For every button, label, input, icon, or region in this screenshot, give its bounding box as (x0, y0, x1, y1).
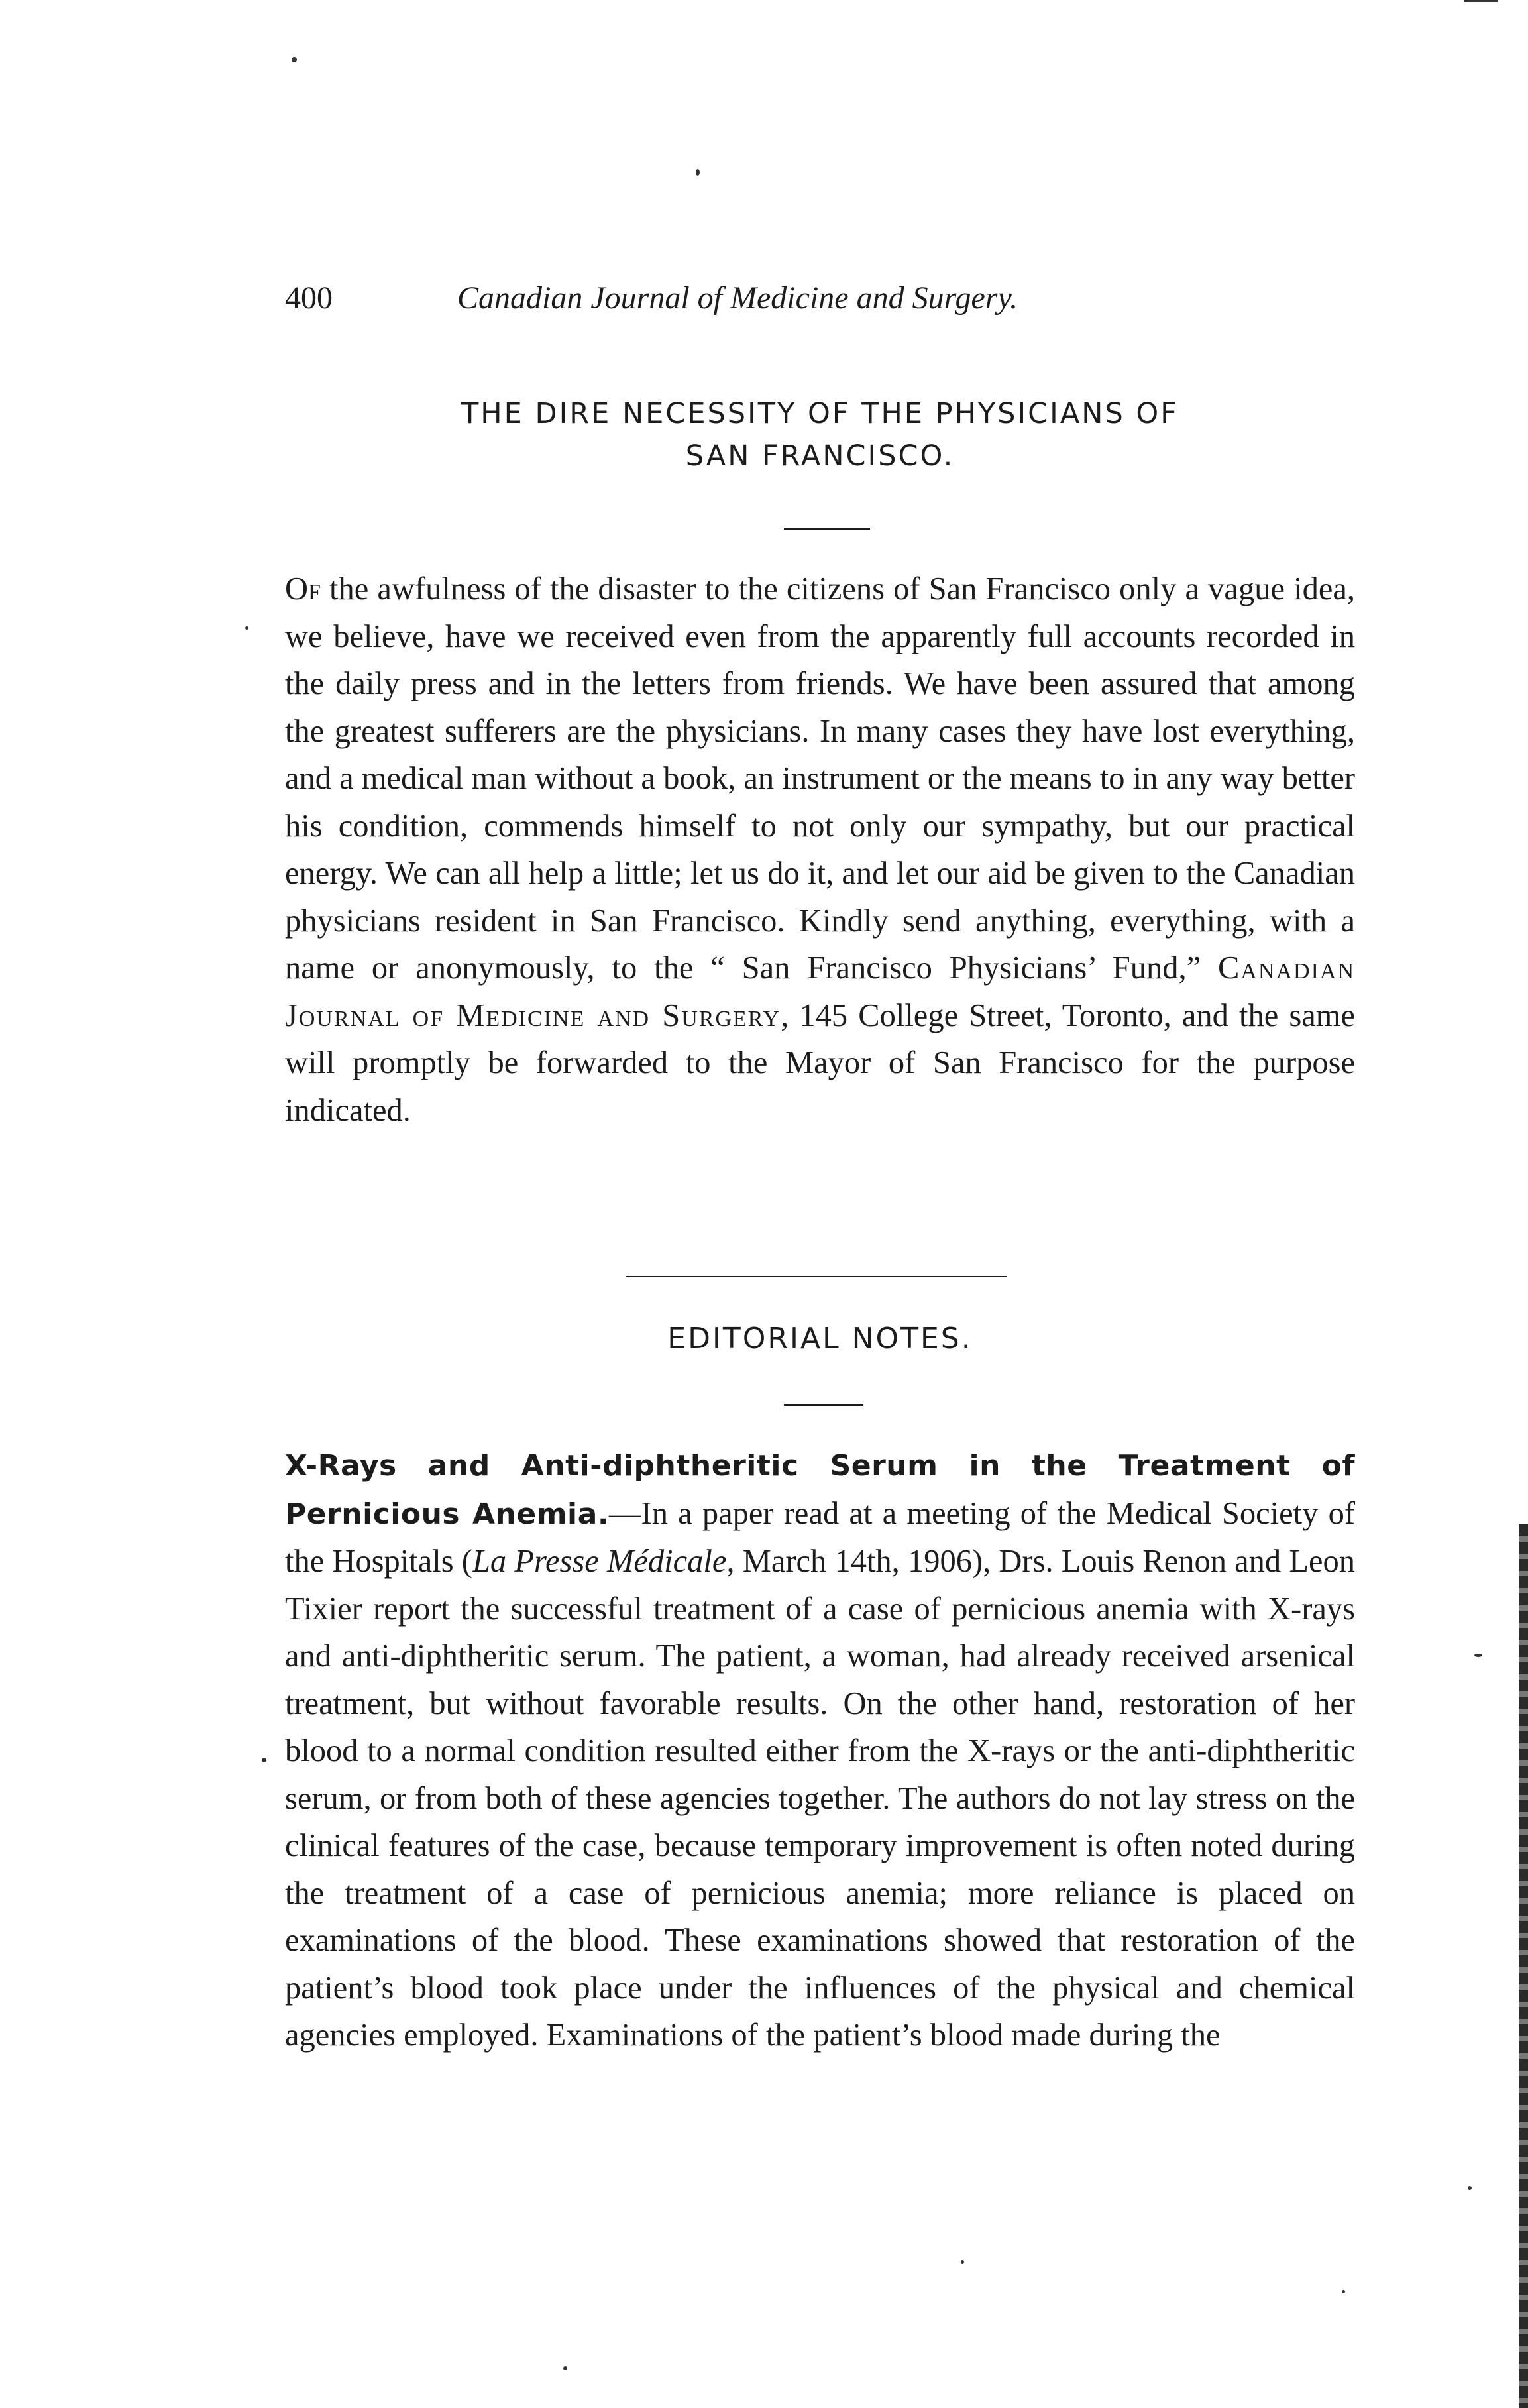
paragraph-lead-word: Of (285, 571, 321, 606)
article-end-rule (626, 1276, 1007, 1277)
title-divider-rule (784, 528, 870, 530)
running-head (285, 272, 1355, 325)
section-heading: EDITORIAL NOTES. (667, 1322, 973, 1355)
editorial-note-title: X-Rays and Anti-diphtheritic Serum in the Treatment of Pernicious Anemia. (285, 1449, 1355, 1531)
paragraph-text-part-2: , 145 College Street, Toronto, and the same will promptly be forwarded to the Mayor of San Francisco for the purpose indicated. (285, 998, 1355, 1128)
scan-speck (1468, 2186, 1472, 2190)
scan-speck (262, 1758, 266, 1762)
editorial-note-dash: — (609, 1495, 641, 1531)
scan-speck (1464, 0, 1498, 2)
editorial-note-text-2: March 14th, 1906), Drs. Louis Renon and Leon Tixier report the successful treatment of a case of pernicious anemia with X-rays and anti-diphtheritic serum. The patient, a woman, had already received arsenical treatment, but without favorable results. On the other hand, restoration of her blood to a normal condition resulted either from the X-rays or the anti-diphtheritic serum, or from both of these agencies together. The authors do not lay stress on the clinical features of the case, because temporary improvement is often noted during the treatment of a case of pernicious anemia; more reliance is placed on examinations of the blood. These examinations showed that restoration of the patient’s blood took place under the influences of the physical and chemical agencies employed. Examinations of the patient’s blood made during the (285, 1544, 1355, 2053)
journal-title: Canadian Journal of Medicine and Surgery. (457, 280, 1018, 315)
article-title-line-2: SAN FRANCISCO. (685, 439, 955, 473)
journal-name-small-caps: Canadian Journal of Medicine and Surgery (285, 950, 1355, 1033)
scan-speck (1342, 2290, 1345, 2293)
scan-speck (292, 57, 297, 62)
article-title-line-1: THE DIRE NECESSITY OF THE PHYSICIANS OF (461, 397, 1179, 430)
page-number: 400 (285, 280, 333, 315)
paragraph-text-part-1: the awfulness of the disaster to the citizens of San Francisco only a vague idea, we believe, have we received even from the apparently full accounts recorded in the daily press and in the letters from friends. We have been assured that among the greatest sufferers are the physicians. In many cases they have lost everything, and a medical man without a book, an instrument or the means to in any way better his condition, commends himself to not only our sympathy, but our practical energy. We can all help a little; let us do it, and let our aid be given to the Canadian physicians resident in San Francisco. Kindly send anything, everything, with a name or anonymously, to the “ San Francisco Physicians’ Fund,” (285, 571, 1355, 986)
scan-speck (245, 626, 248, 630)
editorial-note-paragraph (285, 1442, 1355, 2059)
scan-speck (563, 2366, 567, 2370)
page-edge-shadow (1519, 1524, 1528, 2408)
section-divider-rule (784, 1404, 863, 1406)
scan-speck (961, 2260, 964, 2264)
article-paragraph (285, 565, 1355, 1134)
scan-speck (1474, 1654, 1482, 1657)
editorial-note-text-1: In a paper read at a meeting of the Medical Society of the Hospitals ( (285, 1495, 1355, 1579)
article-title (285, 392, 1355, 477)
scan-speck (696, 169, 700, 176)
citation-italic: La Presse Médicale, (472, 1544, 735, 1579)
